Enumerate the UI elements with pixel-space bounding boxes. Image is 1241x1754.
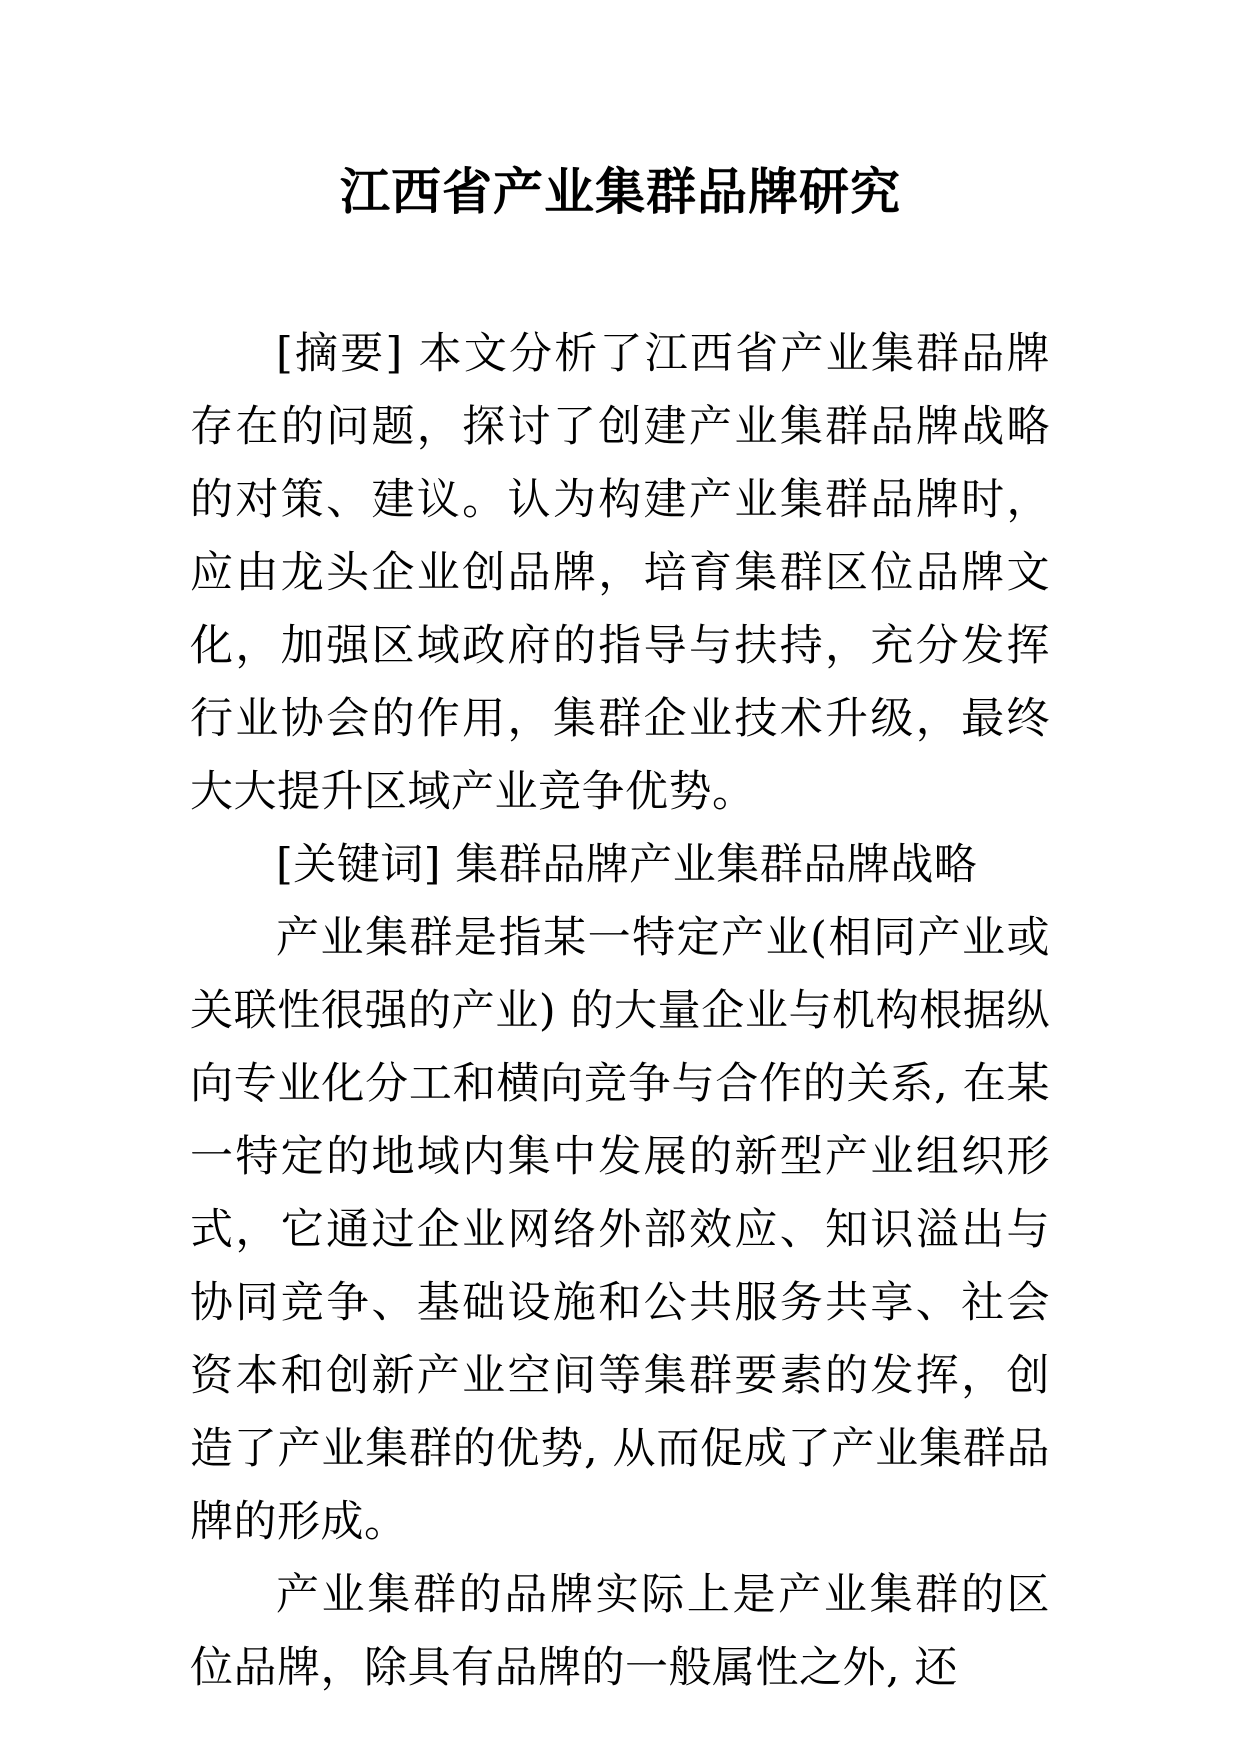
document-title: 江西省产业集群品牌研究 <box>340 162 901 221</box>
abstract-paragraph: [摘要] 本文分析了江西省产业集群品牌存在的问题，探讨了创建产业集群品牌战略的对策、建议。认为构建产业集群品牌时，应由龙头企业创品牌，培育集群区位品牌文化，加强区域政府的指导与扶持，充分发挥行业协会的作用，集群企业技术升级，最终大大提升区域产业竞争优势。 <box>190 329 1050 817</box>
keywords-paragraph: [关键词] 集群品牌产业集群品牌战略 <box>276 840 978 890</box>
body-paragraph: 产业集群的品牌实际上是产业集群的区位品牌，除具有品牌的一般属性之外, 还 <box>190 1570 1050 1693</box>
document-body <box>190 318 1050 1705</box>
body-paragraph: 产业集群是指某一特定产业(相同产业或关联性很强的产业) 的大量企业与机构根据纵向专业化分工和横向竞争与合作的关系, 在某一特定的地域内集中发展的新型产业组织形式，它通过企业网络外部效应、知识溢出与协同竞争、基础设施和公共服务共享、社会资本和创新产业空间等集群要素的发挥，创造了产业集群的优势, 从而促成了产业集群品牌的形成。 <box>190 913 1050 1547</box>
